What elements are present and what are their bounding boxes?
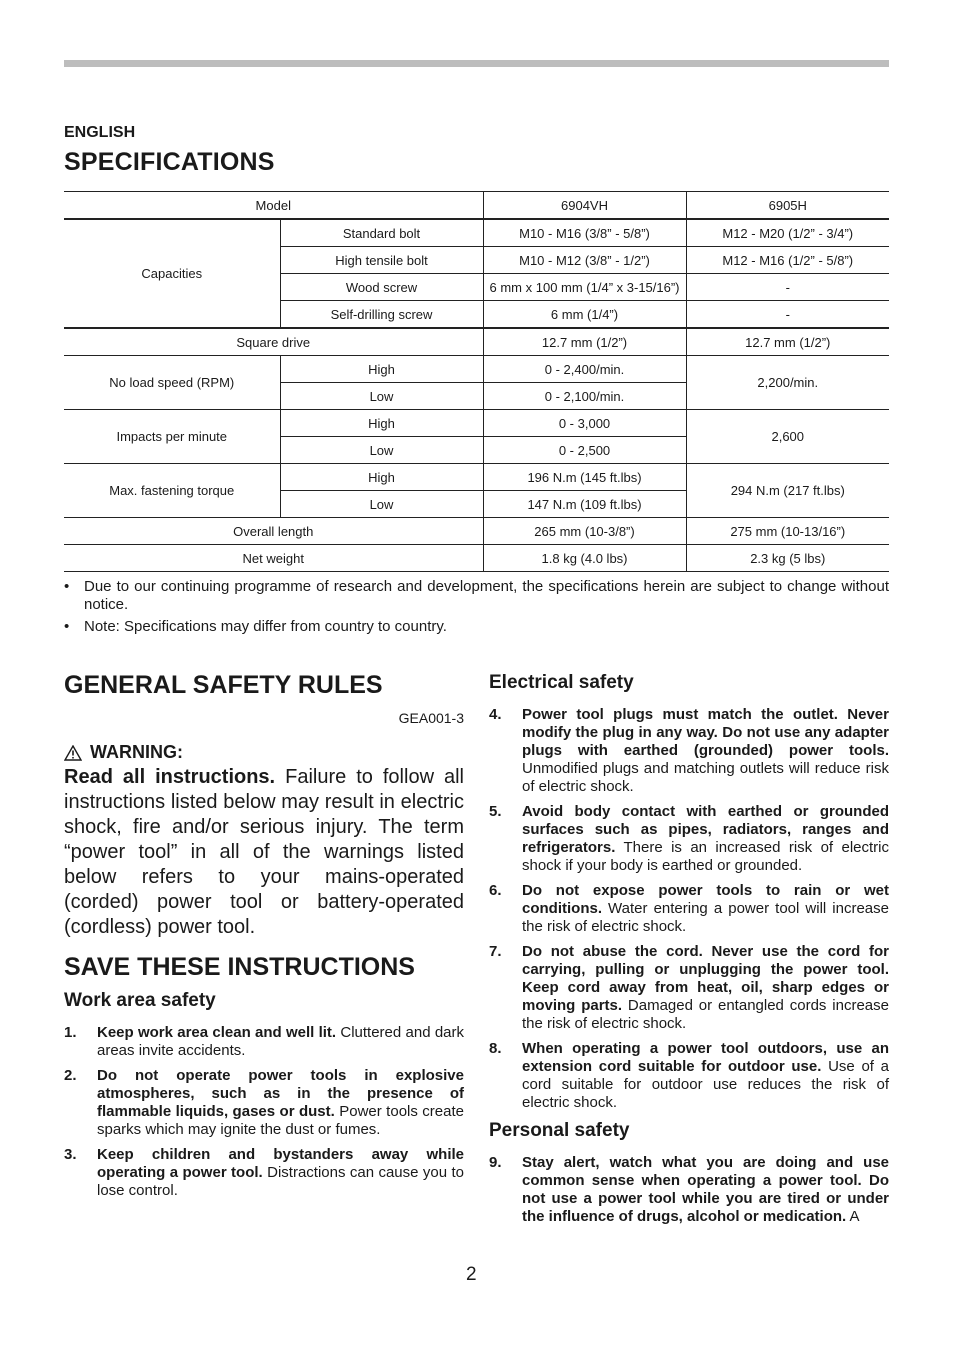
bullet: • <box>64 618 70 635</box>
square-drive-value: 12.7 mm (1/2”) <box>483 328 686 356</box>
item-bold: Stay alert, watch what you are doing and use common sense when operating a power tool. Do not use a power tool while you are tired or under the influence of drugs, alcohol or medication. <box>522 1154 889 1225</box>
work-area-title: Work area safety <box>64 990 216 1011</box>
note-text: Due to our continuing programme of research and development, the specifications herein are subject to change without notice. <box>84 578 889 613</box>
bullet: • <box>64 578 70 595</box>
item-number: 8. <box>489 1040 502 1057</box>
torque-high-value: 196 N.m (145 ft.lbs) <box>483 464 686 491</box>
list-item <box>489 1040 889 1112</box>
capacity-value: 6 mm (1/4”) <box>483 301 686 329</box>
capacity-value: 6 mm x 100 mm (1/4” x 3-15/16”) <box>483 274 686 301</box>
table-row <box>64 545 889 572</box>
item-text: There is an increased risk of electric shock if your body is earthed or grounded. <box>522 839 889 874</box>
page-number: 2 <box>466 1264 477 1285</box>
general-safety-title: GENERAL SAFETY RULES <box>64 671 383 699</box>
capacity-label: Self-drilling screw <box>280 301 483 329</box>
item-bold: When operating a power tool outdoors, use an extension cord suitable for outdoor use. <box>522 1040 889 1075</box>
no-load-speed-label: No load speed (RPM) <box>64 356 280 410</box>
warning-body <box>64 765 464 940</box>
list-item <box>489 803 889 875</box>
table-row <box>64 518 889 545</box>
document-code: GEA001-3 <box>398 710 464 726</box>
impacts-label: Impacts per minute <box>64 410 280 464</box>
table-row <box>64 328 889 356</box>
item-text: Use of a cord suitable for outdoor use reduces the risk of electric shock. <box>522 1058 890 1111</box>
note-item <box>64 578 889 614</box>
net-weight-label: Net weight <box>64 545 483 572</box>
list-item <box>64 1024 464 1060</box>
item-number: 6. <box>489 882 502 899</box>
warning-bold: Read all instructions. <box>64 766 276 788</box>
item-number: 1. <box>64 1024 77 1041</box>
warning-heading <box>64 742 464 763</box>
impacts-value-2: 2,600 <box>686 410 889 464</box>
capacity-value: M10 - M16 (3/8” - 5/8”) <box>483 219 686 247</box>
model-1: 6904VH <box>483 192 686 220</box>
capacity-value: M10 - M12 (3/8” - 1/2”) <box>483 247 686 274</box>
item-bold: Power tool plugs must match the outlet. Never modify the plug in any way. Do not use any adapter plugs with earthed (grounded) power tools. <box>522 706 889 759</box>
item-text: Unmodified plugs and matching outlets will reduce risk of electric shock. <box>522 760 889 795</box>
item-number: 2. <box>64 1067 77 1084</box>
spec-notes <box>64 578 889 640</box>
table-row <box>64 464 889 491</box>
speed-high-label: High <box>280 356 483 383</box>
capacity-value: M12 - M20 (1/2” - 3/4”) <box>686 219 889 247</box>
capacity-value: - <box>686 274 889 301</box>
square-drive-value: 12.7 mm (1/2”) <box>686 328 889 356</box>
personal-safety-title: Personal safety <box>489 1120 630 1141</box>
personal-list <box>489 1154 889 1226</box>
warning-label: WARNING: <box>90 742 183 762</box>
net-weight-value: 2.3 kg (5 lbs) <box>686 545 889 572</box>
torque-high-label: High <box>280 464 483 491</box>
table-row <box>64 410 889 437</box>
model-label: Model <box>64 192 483 220</box>
list-item <box>489 882 889 936</box>
item-text: Water entering a power tool will increase the risk of electric shock. <box>522 900 889 935</box>
item-bold: Keep work area clean and well lit. <box>97 1024 337 1041</box>
item-bold: Do not operate power tools in explosive atmospheres, such as in the presence of flammable liquids, gases or dust. <box>97 1067 464 1120</box>
impacts-low-value: 0 - 2,500 <box>483 437 686 464</box>
specifications-title: SPECIFICATIONS <box>64 148 275 176</box>
item-bold: Keep children and bystanders away while operating a power tool. <box>97 1146 464 1181</box>
speed-low-label: Low <box>280 383 483 410</box>
item-number: 7. <box>489 943 502 960</box>
item-text: Damaged or entangled cords increase the risk of electric shock. <box>522 997 889 1032</box>
net-weight-value: 1.8 kg (4.0 lbs) <box>483 545 686 572</box>
electrical-safety-title: Electrical safety <box>489 672 634 693</box>
capacity-value: - <box>686 301 889 329</box>
right-column <box>489 672 889 1233</box>
item-number: 5. <box>489 803 502 820</box>
list-item <box>489 943 889 1033</box>
capacity-value: M12 - M16 (1/2” - 5/8”) <box>686 247 889 274</box>
overall-length-value: 265 mm (10-3/8”) <box>483 518 686 545</box>
list-item <box>489 1154 889 1226</box>
torque-value-2: 294 N.m (217 ft.lbs) <box>686 464 889 518</box>
list-item <box>64 1146 464 1200</box>
item-number: 3. <box>64 1146 77 1163</box>
language-label: ENGLISH <box>64 124 136 141</box>
item-number: 9. <box>489 1154 502 1171</box>
capacity-label: Wood screw <box>280 274 483 301</box>
save-instructions-title: SAVE THESE INSTRUCTIONS <box>64 953 415 981</box>
electrical-list <box>489 706 889 1112</box>
warning-text: Failure to follow all instructions listed below may result in electric shock, fire and/or serious injury. The term “power tool” in all of the warnings listed below refers to your mains-operated (corded) power tool or battery-operated (cordless) power tool. <box>64 766 465 938</box>
overall-length-value: 275 mm (10-13/16”) <box>686 518 889 545</box>
torque-label: Max. fastening torque <box>64 464 280 518</box>
item-bold: Do not abuse the cord. Never use the cord for carrying, pulling or unplugging the power tool. Keep cord away from heat, oil, sharp edges or moving parts. <box>522 943 889 1014</box>
overall-length-label: Overall length <box>64 518 483 545</box>
note-text: Note: Specifications may differ from country to country. <box>84 618 447 635</box>
item-text: Distractions can cause you to lose control. <box>97 1164 464 1199</box>
list-item <box>64 1067 464 1139</box>
item-text: Cluttered and dark areas invite accidents. <box>97 1024 464 1059</box>
top-rule <box>64 60 889 67</box>
model-2: 6905H <box>686 192 889 220</box>
work-area-list <box>64 1024 464 1200</box>
table-row <box>64 356 889 383</box>
capacities-label: Capacities <box>64 219 280 328</box>
list-item <box>489 706 889 796</box>
item-text: Power tools create sparks which may ignite the dust or fumes. <box>97 1103 464 1138</box>
item-bold: Avoid body contact with earthed or grounded surfaces such as pipes, radiators, ranges and refrigerators. <box>522 803 889 856</box>
capacity-label: High tensile bolt <box>280 247 483 274</box>
impacts-high-value: 0 - 3,000 <box>483 410 686 437</box>
speed-value-2: 2,200/min. <box>686 356 889 410</box>
impacts-high-label: High <box>280 410 483 437</box>
torque-low-value: 147 N.m (109 ft.lbs) <box>483 491 686 518</box>
capacity-label: Standard bolt <box>280 219 483 247</box>
warning-triangle-icon <box>64 745 82 761</box>
item-number: 4. <box>489 706 502 723</box>
speed-low-value: 0 - 2,100/min. <box>483 383 686 410</box>
speed-high-value: 0 - 2,400/min. <box>483 356 686 383</box>
impacts-low-label: Low <box>280 437 483 464</box>
table-row <box>64 192 889 220</box>
left-column <box>64 670 464 1207</box>
square-drive-label: Square drive <box>64 328 483 356</box>
torque-low-label: Low <box>280 491 483 518</box>
specifications-table <box>64 191 889 572</box>
note-item <box>64 618 889 636</box>
item-text: A <box>846 1208 860 1225</box>
table-row <box>64 219 889 247</box>
item-bold: Do not expose power tools to rain or wet conditions. <box>522 882 889 917</box>
